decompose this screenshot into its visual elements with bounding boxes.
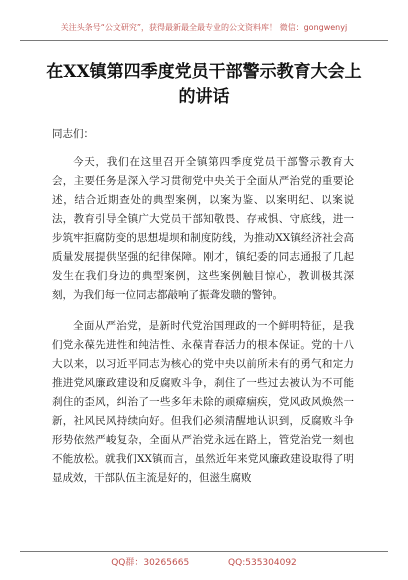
paragraph: 全面从严治党，是新时代党治国理政的一个鲜明特征，是我们党永葆先进性和纯洁性、永葆青春活力的根本保证。党的十八大以来，以习近平同志为核心的党中央以前所未有的勇气和定力推进党风廉政建设和反腐败斗争，刹住了一些过去被认为不可能刹住的歪风，纠治了一些多年未除的顽瘴痼疾，党风政风焕然一新，社风民风持续向好。但我们必须清醒地认识到，反腐败斗争形势依然严峻复杂，全面从严治党永远在路上，管党治党一刻也不能放松。就我们XX镇而言，虽然近年来党风廉政建设取得了明显成效，干部队伍主流是好的，但滋生腐败 bbox=[52, 320, 354, 484]
salutation: 同志们： bbox=[52, 128, 94, 140]
footer-qq: QQ:535304092 bbox=[228, 558, 297, 568]
paragraph: 今天，我们在这里召开全镇第四季度党员干部警示教育大会，主要任务是深入学习贯彻党中央关于全面从严治党的重要论述，结合近期查处的典型案例，以案为鉴、以案明纪、以案说法，教育引导全镇广大党员干部知敬畏、存戒惧、守底线，进一步筑牢拒腐防变的思想堤坝和制度防线，为推动XX镇经济社会高质量发展提供坚强的纪律保障。刚才，镇纪委的同志通报了几起发生在我们身边的典型案例，这些案例触目惊心，教训极其深刻，为我们每一位同志都敲响了振聋发聩的警钟。 bbox=[52, 156, 354, 301]
page-footer bbox=[0, 555, 408, 568]
page-header bbox=[20, 0, 388, 41]
document-title: 在XX镇第四季度党员干部警示教育大会上的讲话 bbox=[46, 62, 362, 107]
footer-qq-group: QQ群：30265665 bbox=[111, 558, 190, 568]
document-body bbox=[52, 153, 354, 500]
header-notice: 关注头条号“公文研究”，获得最新最全最专业的公文资料库！ 微信：gongwenyj bbox=[60, 23, 348, 32]
footer-divider bbox=[20, 551, 388, 552]
